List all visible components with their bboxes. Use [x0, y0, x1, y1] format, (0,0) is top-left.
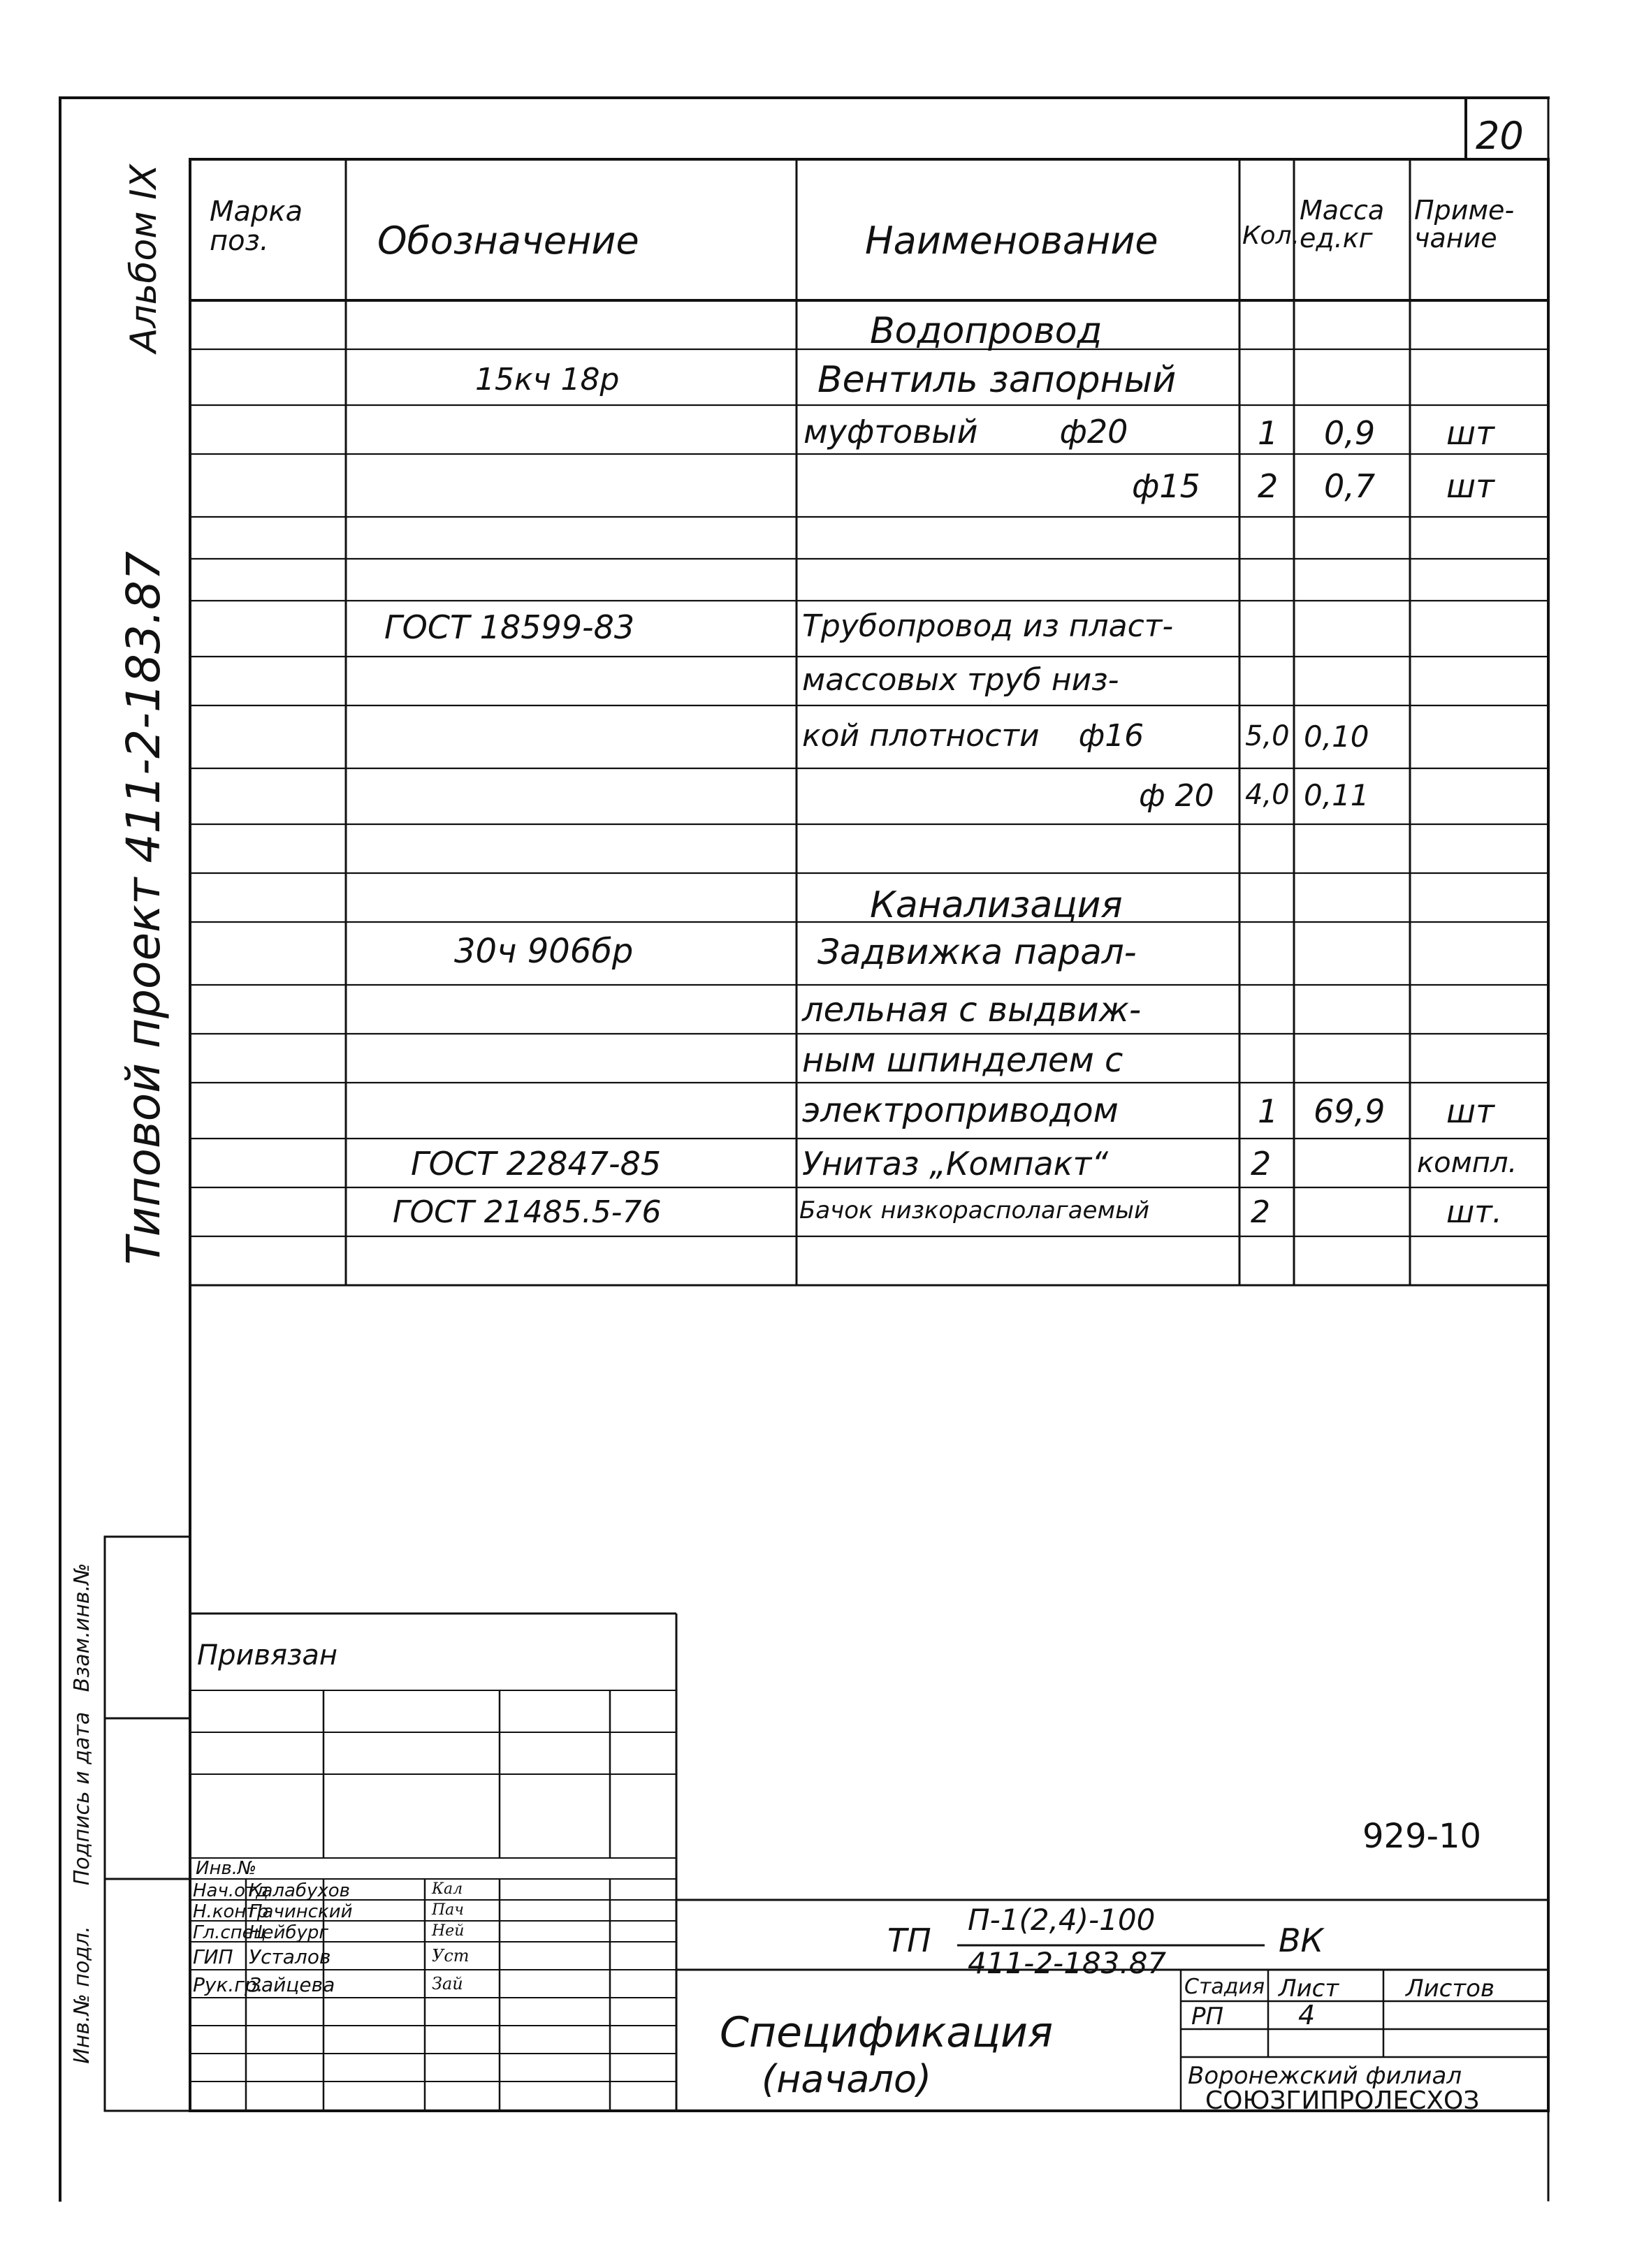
row-mass: 0,11	[1304, 778, 1369, 812]
row-name: Трубопровод из пласт-	[802, 608, 1174, 644]
row-designation: ГОСТ 18599-83	[384, 608, 635, 646]
row-note: шт	[1446, 414, 1494, 452]
row-mass: 0,10	[1304, 719, 1369, 754]
header-qty: Кол.	[1242, 221, 1300, 250]
row-mass: 0,7	[1324, 467, 1376, 505]
row-note: шт	[1446, 1092, 1494, 1130]
staff-role: Рук.гр.	[193, 1973, 263, 1996]
row-qty: 4,0	[1245, 779, 1290, 811]
row-note: компл.	[1417, 1147, 1518, 1179]
sheet-label: Лист	[1279, 1975, 1339, 2003]
project-code-bottom: 411-2-183.87	[968, 1946, 1167, 1980]
row-qty: 2	[1251, 1194, 1270, 1230]
staff-sign: Ней	[432, 1922, 465, 1940]
staff-sign: Кал	[432, 1880, 463, 1898]
staff-name: Калабухов	[249, 1880, 350, 1901]
project-code-suffix: ВК	[1279, 1922, 1324, 1959]
document-title: Спецификация	[720, 2008, 1054, 2057]
row-name: ным шпинделем с	[802, 1041, 1123, 1080]
staff-role: Нач.отд	[193, 1880, 269, 1901]
header-mass: Масса ед.кг	[1300, 195, 1385, 254]
sheets-label: Листов	[1406, 1975, 1495, 2003]
page-number: 20	[1476, 114, 1524, 158]
header-name: Наименование	[865, 219, 1158, 263]
row-designation: 30ч 906бр	[454, 932, 634, 971]
doc-code: 929-10	[1362, 1817, 1482, 1856]
row-name: ф15	[1132, 467, 1200, 505]
stamp-privyazan: Привязан	[197, 1639, 338, 1671]
header-designation: Обозначение	[377, 219, 639, 263]
org-name-line1: Воронежский филиал	[1188, 2062, 1462, 2090]
stage-value: РП	[1191, 2003, 1224, 2031]
side-label-sign-date: Подпись и дата	[70, 1711, 94, 1886]
side-album-label: Альбом IX	[123, 163, 165, 353]
row-qty: 1	[1258, 414, 1279, 452]
org-name-line2: СОЮЗГИПРОЛЕСХОЗ	[1205, 2086, 1480, 2115]
header-note: Приме- чание	[1414, 195, 1515, 254]
staff-sign: Уст	[432, 1946, 470, 1966]
staff-sign: Зай	[432, 1974, 463, 1993]
staff-name: Нейбург	[249, 1922, 329, 1943]
row-name: Задвижка парал-	[817, 932, 1137, 972]
row-name: ф 20	[1139, 778, 1214, 814]
project-code-prefix: ТП	[887, 1922, 931, 1959]
row-designation: 15кч 18р	[475, 362, 620, 397]
project-code-top: П-1(2,4)-100	[968, 1903, 1156, 1937]
staff-role: ГИП	[193, 1945, 233, 1968]
row-qty: 2	[1251, 1145, 1272, 1183]
staff-name: Зайцева	[249, 1973, 335, 1996]
row-name: Водопровод	[870, 310, 1103, 352]
row-name: массовых труб низ-	[802, 662, 1119, 698]
row-qty: 2	[1258, 467, 1279, 505]
row-designation: ГОСТ 21485.5-76	[393, 1194, 662, 1230]
row-mass: 69,9	[1314, 1092, 1385, 1130]
row-qty: 5,0	[1245, 720, 1290, 752]
staff-name: Пачинский	[249, 1901, 353, 1922]
staff-name: Усталов	[249, 1945, 331, 1968]
sheet-value: 4	[1298, 2000, 1316, 2031]
side-label-vzam-inv: Взам.инв.№	[70, 1563, 94, 1692]
row-note: шт	[1446, 467, 1494, 505]
row-qty: 1	[1258, 1092, 1279, 1130]
stage-label: Стадия	[1184, 1975, 1265, 1999]
row-name: кой плотности ф16	[802, 718, 1144, 754]
row-name: Канализация	[870, 884, 1123, 926]
row-name: электроприводом	[802, 1091, 1119, 1130]
row-name: Бачок низкорасполагаемый	[799, 1197, 1150, 1224]
document-subtitle: (начало)	[762, 2057, 932, 2101]
staff-role: Гл.спец	[193, 1922, 266, 1943]
row-name: Унитаз „Компакт“	[802, 1145, 1109, 1183]
header-mark: Марка поз.	[210, 196, 303, 257]
staff-role: Н.контр	[193, 1901, 269, 1922]
side-project-label: Типовой проект 411-2-183.87	[117, 551, 170, 1265]
stamp-inv-no: Инв.№	[196, 1858, 257, 1879]
row-mass: 0,9	[1324, 414, 1376, 452]
row-note: шт.	[1446, 1194, 1502, 1230]
row-name: Вентиль запорный	[817, 359, 1177, 401]
staff-sign: Пач	[432, 1901, 464, 1919]
row-name: муфтовый ф20	[803, 413, 1128, 451]
row-designation: ГОСТ 22847-85	[411, 1145, 662, 1183]
row-name: лельная с выдвиж-	[802, 990, 1142, 1030]
side-label-inv-podl: Инв.№ подл.	[70, 1926, 94, 2064]
